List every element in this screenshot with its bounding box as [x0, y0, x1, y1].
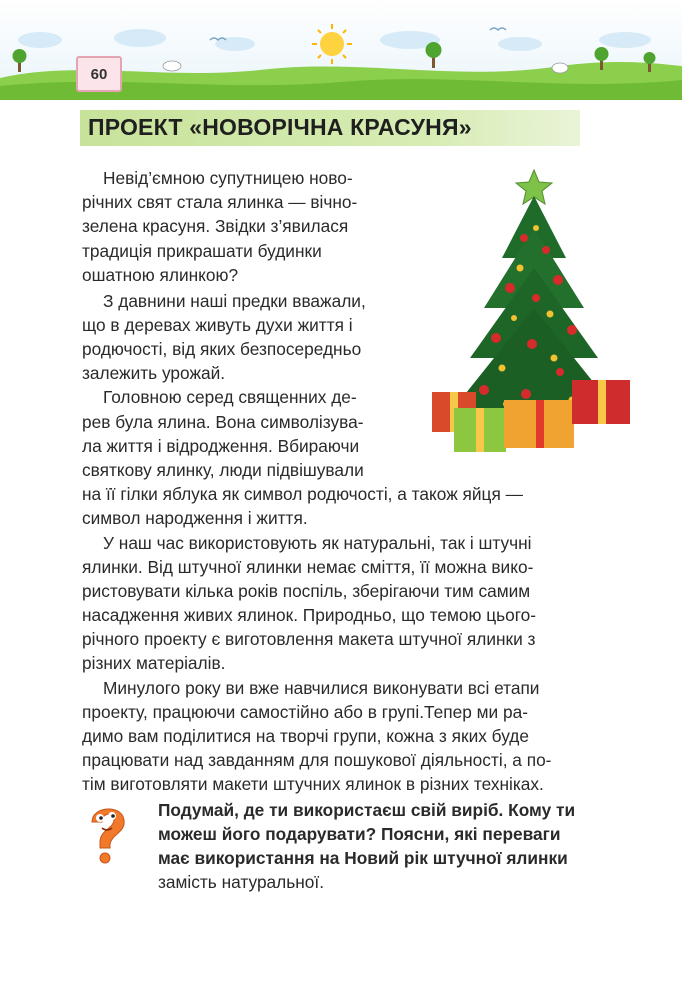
question-line: замість натуральної. [158, 872, 325, 892]
text-line: різних матеріалів. [82, 653, 226, 673]
text-line: проекту, працюючи самостійно або в групі.Тепер ми ра- [82, 702, 528, 722]
text-line: Невід’ємною супутницею ново- [103, 168, 353, 188]
text-line: Минулого року ви вже навчилися виконувати всі етапи [103, 678, 540, 698]
text-line: на її гілки яблука як символ родючості, а також яйця — [82, 484, 523, 504]
question-mark-mascot-icon [78, 800, 136, 866]
text-line: димо вам поділитися на творчі групи, кожна з яких буде [82, 726, 529, 746]
text-line: ошатною ялинкою? [82, 265, 239, 285]
text-line: тім виготовляти макети штучних ялинок в різних техніках. [82, 774, 544, 794]
question-line: Подумай, де ти використаєш свій виріб. Кому ти [158, 800, 576, 820]
text-line: святкову ялинку, люди підвішували [82, 460, 364, 480]
text-line: символ народження і життя. [82, 508, 308, 528]
text-line: Головною серед священних де- [103, 387, 357, 407]
text-line: ла життя і відродження. Вбираючи [82, 436, 360, 456]
text-line: працювати над завданням для пошукової діяльності, а по- [82, 750, 552, 770]
question-line: має використання на Новий рік штучної ялинки [158, 848, 568, 868]
text-line: ялинки. Від штучної ялинки немає сміття, її можна вико- [82, 557, 534, 577]
text-line: що в деревах живуть духи життя і [82, 315, 353, 335]
question-line: можеш його подарувати? Поясни, які переваги [158, 824, 561, 844]
text-line: річного проекту є виготовлення макета штучної ялинки з [82, 629, 536, 649]
page-number: 60 [90, 65, 108, 83]
page-title: ПРОЕКТ «НОВОРІЧНА КРАСУНЯ» [88, 114, 472, 140]
text-line: У наш час використовують як натуральні, так і штучні [103, 533, 532, 553]
text-line: річних свят стала ялинка — вічно- [82, 192, 358, 212]
christmas-tree-illustration [432, 168, 636, 454]
text-line: залежить урожай. [82, 363, 226, 383]
page-number-box [76, 56, 122, 92]
text-line: родючості, від яких безпосередньо [82, 339, 362, 359]
text-line: ристовувати кілька років поспіль, зберігаючи тим самим [82, 581, 531, 601]
text-line: зелена красуня. Звідки з’явилася [82, 216, 349, 236]
text-line: рев була ялина. Вона символізува- [82, 412, 364, 432]
text-line: З давнини наші предки вважали, [103, 291, 366, 311]
title-bar [80, 110, 580, 146]
text-line: традиція прикрашати будинки [82, 241, 322, 261]
text-line: насадження живих ялинок. Природньо, що темою цього- [82, 605, 537, 625]
